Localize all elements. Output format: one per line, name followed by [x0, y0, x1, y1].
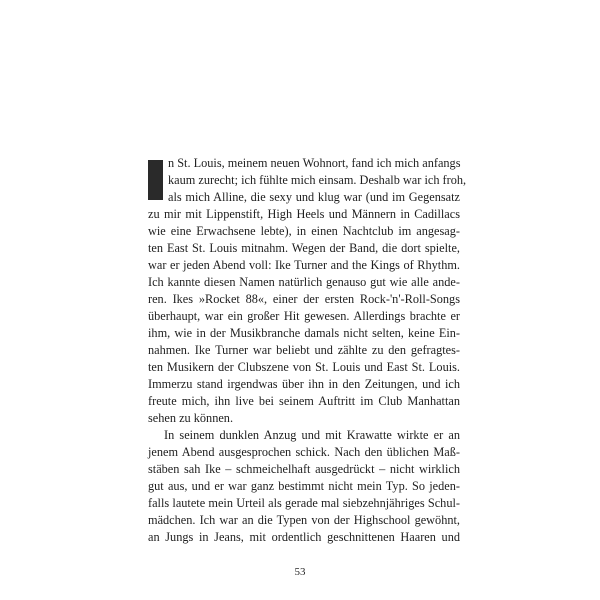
text-line-12: nahmen. Ike Turner war beliebt und zählte zu den gefragtes- — [148, 343, 460, 357]
text-line-13: ten Musikern der Clubszene von St. Louis und East St. Louis. — [148, 360, 460, 374]
page-number: 53 — [294, 566, 306, 578]
text-line-5: wie eine Erwachsene lebte), in einen Nachtclub im angesag- — [148, 224, 460, 238]
text-line-7: war er jeden Abend voll: Ike Turner and the Kings of Rhythm. — [148, 258, 460, 272]
text-line-10: überhaupt, war ein großer Hit gewesen. Allerdings brachte er — [148, 309, 460, 323]
text-line-6: ten East St. Louis mitnahm. Wegen der Band, die dort spielte, — [148, 241, 460, 255]
text-line-17: In seinem dunklen Anzug und mit Krawatte wirkte er an — [164, 428, 460, 442]
text-line-15: freute mich, ihn live bei seinem Auftritt im Club Manhattan — [148, 394, 460, 408]
text-line-18: jenem Abend ausgesprochen schick. Nach den üblichen Maß- — [148, 445, 460, 459]
text-line-3: als mich Alline, die sexy und klug war (und im Gegensatz — [168, 190, 460, 204]
text-line-16: sehen zu können. — [148, 411, 234, 425]
text-line-8: Ich kannte diesen Namen natürlich genauso gut wie alle ande- — [148, 275, 460, 289]
text-line-23: an Jungs in Jeans, mit ordentlich geschnittenen Haaren und — [148, 530, 460, 544]
text-line-4: zu mir mit Lippenstift, High Heels und Männern in Cadillacs — [148, 207, 460, 221]
text-line-21: falls lautete mein Urteil als gerade mal siebzehnjähriges Schul- — [148, 496, 460, 510]
text-line-2: kaum zurecht; ich fühlte mich einsam. Deshalb war ich froh, — [168, 173, 467, 187]
text-line-9: ren. Ikes »Rocket 88«, einer der ersten Rock-'n'-Roll-Songs — [148, 292, 460, 306]
text-line-20: gut aus, und er war ganz bestimmt nicht mein Typ. So jeden- — [148, 479, 460, 493]
text-line-14: Immerzu stand irgendwas über ihn in den Zeitungen, und ich — [148, 377, 460, 391]
drop-cap-initial: I — [148, 160, 163, 200]
text-line-1: n St. Louis, meinem neuen Wohnort, fand ich mich anfangs — [168, 156, 461, 170]
text-line-19: stäben sah Ike – schmeichelhaft ausgedrückt – nicht wirklich — [148, 462, 460, 476]
text-line-11: ihm, wie in der Musikbranche damals nicht selten, keine Ein- — [148, 326, 460, 340]
text-line-22: mädchen. Ich war an die Typen von der Highschool gewöhnt, — [148, 513, 460, 527]
